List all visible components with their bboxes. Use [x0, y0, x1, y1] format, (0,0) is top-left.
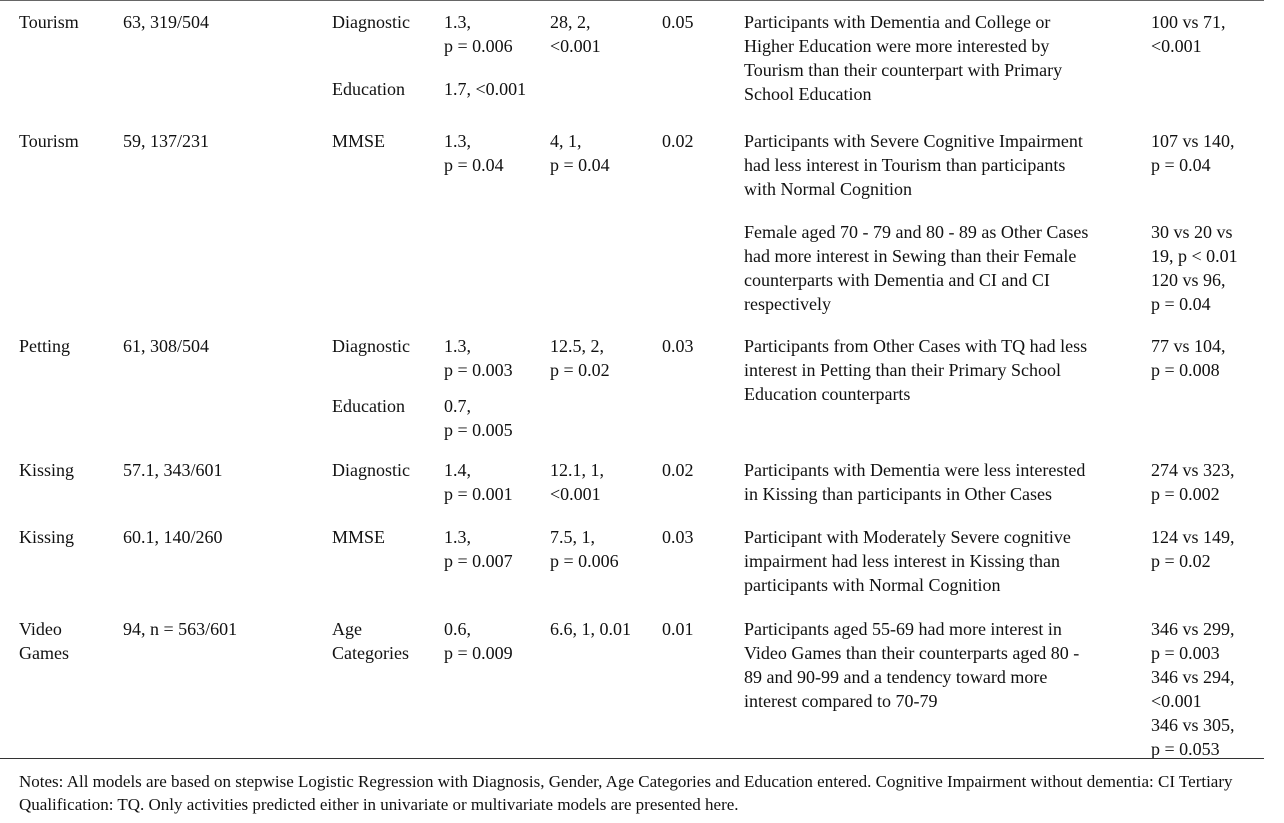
table-notes: Notes: All models are based on stepwise Logistic Regression with Diagnosis, Gender, Age Categories and Education entered. Cognitive Impairment without dementia: CI Tertiary Qualification: TQ. Only activities predicted either in univariate or multivariate models are presented here. — [19, 772, 1233, 814]
comparison-cell: 274 vs 323, p = 0.002 — [1151, 460, 1235, 504]
finding-cell: Female aged 70 - 79 and 80 - 89 as Other Cases had more interest in Sewing than their Female counterparts with Dementia and CI and CI respectively — [744, 222, 1089, 314]
table-top-rule — [0, 0, 1264, 1]
predictor-cell: Age Categories — [332, 619, 409, 663]
finding-cell: Participants with Severe Cognitive Impairment had less interest in Tourism than participants with Normal Cognition — [744, 131, 1083, 199]
predictor-cell: Diagnostic — [332, 12, 410, 32]
odds-ratio-cell: 1.3, p = 0.04 — [444, 131, 504, 175]
comparison-cell: 346 vs 299, p = 0.003 346 vs 294, <0.001 346 vs 305, p = 0.053 — [1151, 619, 1235, 759]
comparison-cell: 100 vs 71, <0.001 — [1151, 12, 1226, 56]
odds-ratio-cell: 1.7, <0.001 — [444, 79, 527, 99]
chi-square-cell: 12.1, 1, <0.001 — [550, 460, 604, 504]
comparison-cell: 124 vs 149, p = 0.02 — [1151, 527, 1235, 571]
activity-cell: Tourism — [19, 131, 79, 151]
predictor-cell: Diagnostic — [332, 460, 410, 480]
activity-cell: Kissing — [19, 460, 75, 480]
percent-cell: 59, 137/231 — [123, 131, 210, 151]
comparison-cell: 30 vs 20 vs 19, p < 0.01 120 vs 96, p = 0.04 — [1151, 222, 1238, 314]
finding-cell: Participants with Dementia and College or Higher Education were more interested by Tourism than their counterpart with Primary School Education — [744, 12, 1063, 104]
odds-ratio-cell: 1.3, p = 0.006 — [444, 12, 513, 56]
odds-ratio-cell: 1.3, p = 0.003 — [444, 336, 513, 380]
comparison-cell: 77 vs 104, p = 0.008 — [1151, 336, 1226, 380]
chi-square-cell: 7.5, 1, p = 0.006 — [550, 527, 619, 571]
r2-cell: 0.02 — [662, 460, 694, 480]
finding-cell: Participant with Moderately Severe cognitive impairment had less interest in Kissing than participants with Normal Cognition — [744, 527, 1071, 595]
r2-cell: 0.01 — [662, 619, 694, 639]
chi-square-cell: 6.6, 1, 0.01 — [550, 619, 631, 639]
predictor-cell: Education — [332, 396, 405, 416]
activity-cell: Kissing — [19, 527, 75, 547]
finding-cell: Participants from Other Cases with TQ had less interest in Petting than their Primary School Education counterparts — [744, 336, 1088, 404]
r2-cell: 0.03 — [662, 527, 694, 547]
finding-cell: Participants aged 55-69 had more interest in Video Games than their counterparts aged 80 - 89 and 90-99 and a tendency toward more interest compared to 70-79 — [744, 619, 1080, 711]
r2-cell: 0.02 — [662, 131, 694, 151]
r2-cell: 0.03 — [662, 336, 694, 356]
chi-square-cell: 28, 2, <0.001 — [550, 12, 601, 56]
r2-cell: 0.05 — [662, 12, 694, 32]
finding-cell: Participants with Dementia were less interested in Kissing than participants in Other Cases — [744, 460, 1086, 504]
chi-square-cell: 12.5, 2, p = 0.02 — [550, 336, 610, 380]
activity-cell: Video Games — [19, 619, 69, 663]
activity-cell: Tourism — [19, 12, 79, 32]
odds-ratio-cell: 1.3, p = 0.007 — [444, 527, 513, 571]
predictor-cell: Diagnostic — [332, 336, 410, 356]
activity-cell: Petting — [19, 336, 71, 356]
odds-ratio-cell: 0.7, p = 0.005 — [444, 396, 513, 440]
predictor-cell: Education — [332, 79, 405, 99]
table-bottom-rule — [0, 758, 1264, 759]
percent-cell: 94, n = 563/601 — [123, 619, 238, 639]
odds-ratio-cell: 1.4, p = 0.001 — [444, 460, 513, 504]
percent-cell: 57.1, 343/601 — [123, 460, 223, 480]
percent-cell: 63, 319/504 — [123, 12, 210, 32]
odds-ratio-cell: 0.6, p = 0.009 — [444, 619, 513, 663]
chi-square-cell: 4, 1, p = 0.04 — [550, 131, 610, 175]
percent-cell: 60.1, 140/260 — [123, 527, 223, 547]
comparison-cell: 107 vs 140, p = 0.04 — [1151, 131, 1235, 175]
predictor-cell: MMSE — [332, 131, 386, 151]
percent-cell: 61, 308/504 — [123, 336, 210, 356]
predictor-cell: MMSE — [332, 527, 386, 547]
